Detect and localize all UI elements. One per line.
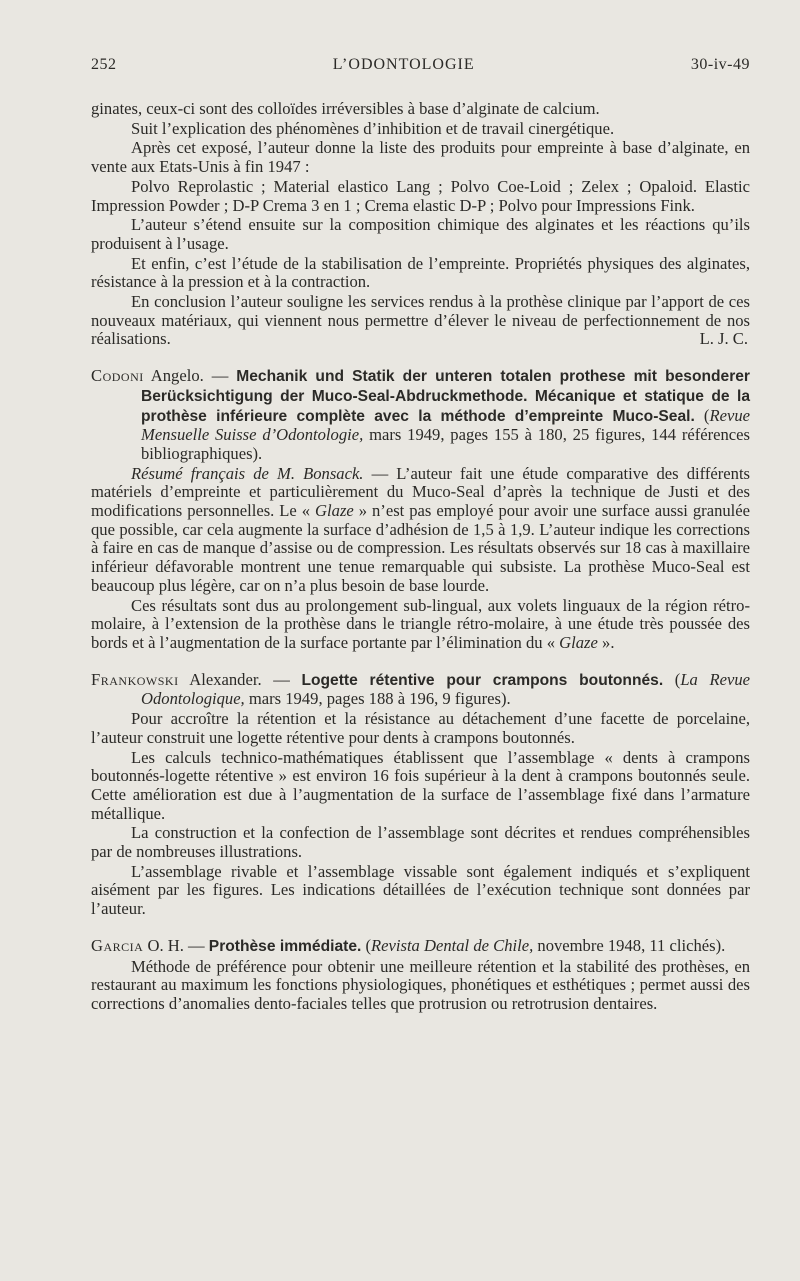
paragraph: Suit l’explication des phénomènes d’inhibition et de travail cinergétique.: [131, 118, 615, 138]
entry-title: Logette rétentive pour crampons boutonnés.: [301, 671, 664, 689]
entry-source-paren: (: [703, 405, 710, 425]
bibliography-entry-garcia: [91, 937, 750, 957]
issue-date: 30-iv-49: [690, 56, 750, 73]
paragraph: ginates, ceux-ci sont des colloïdes irréversibles à base d’alginate de calcium.: [91, 99, 600, 118]
page-header: [91, 56, 750, 74]
entry-source-details: mars 1949, pages 155 à 180, 25 figures, 144 références bibliographiques).: [141, 425, 750, 463]
entry-source-journal: Revue Mensuelle Suisse d’Odontologie,: [141, 405, 750, 445]
bibliography-entry-codoni: [91, 367, 750, 464]
running-title: L’ODONTOLOGIE: [332, 56, 475, 73]
entry-author-firstname: Alexander. —: [189, 669, 290, 689]
entry-author-firstname: Angelo. —: [150, 366, 229, 386]
glaze-term: Glaze: [315, 501, 354, 521]
reviewer-signature: L. J. C.: [699, 329, 748, 349]
entry-title: Prothèse immédiate.: [208, 937, 362, 955]
paragraph: [91, 293, 750, 349]
paragraph-text: ».: [597, 632, 615, 652]
entry-source-paren: (: [674, 669, 681, 689]
paragraph-text: — L’auteur fait une étude comparative des différents matériels d’empreinte et particulièrement du Muco-Seal d’après la technique de Justi et des modifications personnelles. Le «: [91, 463, 751, 521]
paragraph: [91, 465, 750, 596]
entry-title: Mechanik und Statik der unteren totalen prothese mit besonderer Berücksichtigung der Muco-Seal-Abdruckmethode. Mécanique et statique de la prothèse inférieure complète avec la méthode d’empreinte Muco-Seal.: [141, 368, 751, 425]
text-column: [91, 100, 750, 1014]
entry-source-journal: Revista Dental de Chile,: [371, 935, 534, 955]
paragraph: [91, 597, 750, 653]
paragraph: Après cet exposé, l’auteur donne la liste des produits pour empreinte à base d’alginate, en vente aux Etats-Unis à fin 1947 :: [91, 138, 750, 177]
paragraph: Et enfin, c’est l’étude de la stabilisation de l’empreinte. Propriétés physiques des alginates, résistance à la pression et à la contraction.: [91, 253, 750, 292]
paragraph-text: » n’est pas employé pour avoir une surface aussi granulée que possible, car cela augmente la surface d’adhésion de 1,5 à 1,9. L’auteur indique les corrections à faire en cas de manque d’assise ou de compression. Les résultats observés sur 18 cas à maxillaire inférieur défavorable montrent une tenue remarquable qui subsiste. La prothèse Muco-Seal est beaucoup plus légère, car on n’a plus besoin de base lourde.: [91, 501, 751, 595]
paragraph-text: Ces résultats sont dus au prolongement sub-lingual, aux volets linguaux de la région rétro-molaire, à l’extension de la prothèse dans le triangle rétro-molaire, à une étude très poussée des bords et à l’augmentation de la surface portante par l’élimination du «: [91, 595, 750, 652]
entry-source-journal: La Revue Odontologique,: [141, 669, 750, 709]
paragraph-text: En conclusion l’auteur souligne les services rendus à la prothèse clinique par l’apport de ces nouveaux matériaux, qui viennent nous permettre d’élever le niveau de perfectionnement de nos réalisations.: [91, 292, 750, 349]
paragraph: Les calculs technico-mathématiques établissent que l’assemblage « dents à crampons boutonnés-logette rétentive » est environ 16 fois supérieur à la dent à crampons boutonnés seule. Cette amélioration est due à l’augmentation de la surface de l’assemblage fixé dans l’armature métallique.: [91, 747, 750, 823]
paragraph: L’assemblage rivable et l’assemblage vissable sont également indiqués et s’expliquent aisément par les figures. Les indications détaillées de l’exécution technique sont données par l’auteur.: [91, 861, 750, 919]
resume-label: Résumé français de M. Bonsack.: [131, 463, 364, 483]
page-number: 252: [91, 56, 117, 73]
paragraph: Pour accroître la rétention et la résistance au détachement d’une facette de porcelaine, l’auteur construit une logette rétentive pour dents à crampons boutonnés.: [91, 709, 750, 747]
paragraph: La construction et la confection de l’assemblage sont décrites et rendues compréhensibles par de nombreuses illustrations.: [91, 823, 750, 862]
bibliography-entry-frankowski: [91, 671, 750, 709]
entry-author-firstname: O. H. —: [147, 935, 205, 955]
entry-source-paren: (: [365, 935, 372, 955]
paragraph: L’auteur s’étend ensuite sur la composition chimique des alginates et les réactions qu’ils produisent à l’usage.: [91, 215, 750, 253]
entry-source-details: novembre 1948, 11 clichés).: [537, 935, 726, 955]
entry-author: Garcia: [91, 935, 144, 955]
entry-source-details: mars 1949, pages 188 à 196, 9 figures).: [248, 689, 511, 709]
paragraph: Méthode de préférence pour obtenir une meilleure rétention et la stabilité des prothèses, en restaurant au maximum les fonctions physiologiques, phonétiques et esthétiques ; permet aussi des corrections d’anomalies dento-faciales telles que protrusion ou retrotrusion dentaires.: [91, 956, 750, 1013]
product-list-paragraph: Polvo Reprolastic ; Material elastico Lang ; Polvo Coe-Loid ; Zelex ; Opaloid. Elastic Impression Powder ; D-P Crema 3 en 1 ; Crema elastic D-P ; Polvo pour Impressions Fink.: [91, 176, 750, 215]
entry-author: Frankowski: [91, 669, 179, 689]
entry-author: Codoni: [91, 366, 144, 386]
glaze-term: Glaze: [559, 632, 598, 652]
